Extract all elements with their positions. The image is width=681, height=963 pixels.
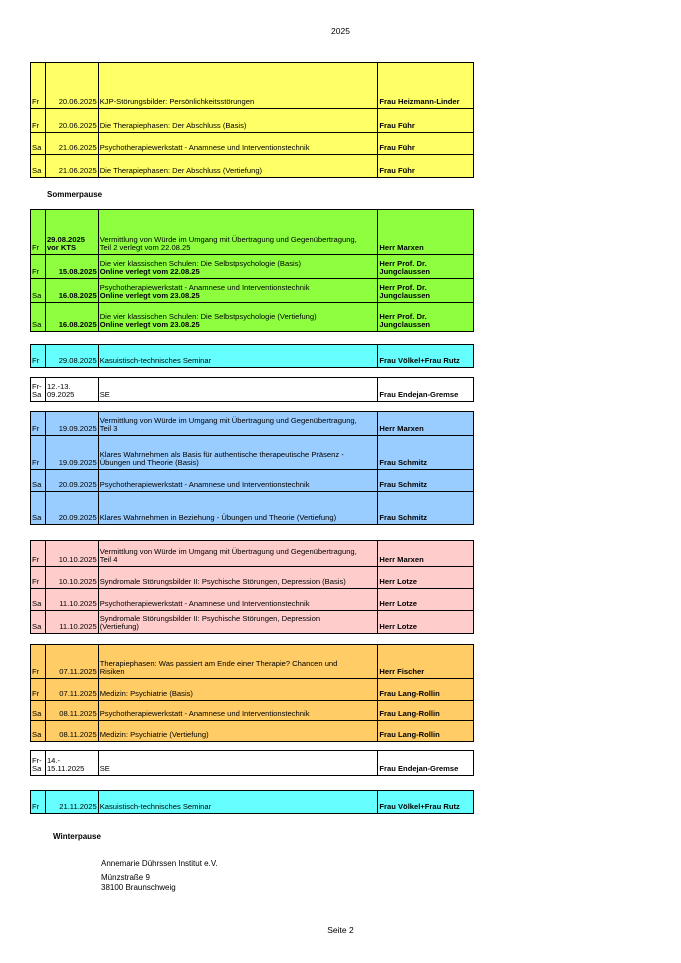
- title-cell: [99, 436, 379, 469]
- title-line: Teil 3: [99, 424, 118, 434]
- street: Münzstraße 9: [101, 873, 150, 882]
- lecturer-cell: [378, 279, 473, 302]
- title-cell: KJP-Störungsbilder: Persönlichkeitsstörungen: [99, 63, 379, 108]
- table-row: [31, 679, 473, 701]
- day-line: Fr-: [32, 755, 42, 765]
- day-cell: Fr: [31, 345, 46, 367]
- table-row: [31, 378, 473, 401]
- page-year: 2025: [331, 26, 350, 36]
- date-cell: [46, 378, 99, 401]
- day-cell: Sa: [31, 303, 46, 331]
- lecturer-line: Jungclaussen: [379, 320, 431, 330]
- date-cell: [46, 751, 99, 775]
- lecturer-cell: [378, 255, 473, 278]
- table-row: [31, 279, 473, 303]
- date-line: 09.2025: [46, 390, 75, 400]
- table-row: [31, 721, 473, 741]
- title-line: Die vier klassischen Schulen: Die Selbstpsychologie (Vertiefung): [99, 311, 317, 321]
- day-cell: Sa: [31, 279, 46, 302]
- city: 38100 Braunschweig: [101, 883, 176, 892]
- title-line: Die vier klassischen Schulen: Die Selbstpsychologie (Basis): [99, 258, 302, 268]
- lecturer-cell: Frau Führ: [379, 143, 415, 153]
- day-cell: Fr: [31, 645, 46, 678]
- date-cell: 07.11.2025: [46, 645, 99, 678]
- title-line: Risiken: [99, 667, 125, 677]
- lecturer-cell: Frau Schmitz: [379, 480, 428, 490]
- table-row: [31, 255, 473, 279]
- table-row: [31, 589, 473, 611]
- day-line: Fr-: [32, 381, 42, 391]
- day-cell: Fr: [31, 679, 46, 700]
- day-cell: Fr: [31, 109, 46, 132]
- title-line: Therapiephasen: Was passiert am Ende einer Therapie? Chancen und: [99, 658, 338, 668]
- page-number: Seite 2: [327, 925, 354, 935]
- title-line: Teil 4: [99, 555, 118, 565]
- table-row: [31, 470, 473, 492]
- schedule-block-november: [30, 644, 474, 742]
- date-cell: 07.11.2025: [46, 679, 99, 700]
- title-line: Klares Wahrnehmen als Basis für authentische therapeutische Präsenz -: [99, 449, 344, 459]
- date-cell: 20.09.2025: [46, 470, 99, 491]
- day-cell: Sa: [31, 611, 46, 633]
- schedule-block-september: [30, 411, 474, 525]
- title-line: Psychotherapiewerkstatt - Anamnese und Interventionstechnik: [99, 282, 310, 292]
- title-cell: Medizin: Psychiatrie (Basis): [99, 679, 379, 700]
- schedule-block-june: [30, 62, 474, 178]
- date-cell: 20.06.2025: [46, 109, 99, 132]
- date-cell: 11.10.2025: [46, 589, 99, 610]
- table-row: [31, 611, 473, 633]
- title-cell: [99, 412, 379, 435]
- table-row: [31, 541, 473, 567]
- title-line: Teil 2 verlegt vom 22.08.25: [99, 243, 191, 253]
- title-cell: [99, 303, 379, 331]
- date-cell: 29.08.2025: [46, 345, 99, 367]
- address-block: [101, 859, 218, 893]
- table-row: [31, 412, 473, 436]
- title-note: Online verlegt vom 23.08.25: [99, 291, 200, 301]
- date-line: 29.08.2025: [46, 234, 85, 244]
- title-cell: Die Therapiephasen: Der Abschluss (Basis): [99, 109, 379, 132]
- day-line: Sa: [32, 764, 42, 774]
- lecturer-cell: Frau Lang-Rollin: [379, 730, 440, 740]
- lecturer-line: Jungclaussen: [379, 291, 431, 301]
- schedule-block-se-november: [30, 750, 474, 776]
- table-row: [31, 155, 473, 177]
- schedule-block-october: [30, 540, 474, 634]
- date-cell: 08.11.2025: [46, 701, 99, 720]
- title-cell: [99, 255, 379, 278]
- title-cell: SE: [99, 751, 379, 775]
- title-cell: [99, 279, 379, 302]
- lecturer-cell: Frau Heizmann-Linder: [379, 97, 460, 107]
- title-note: Online verlegt vom 23.08.25: [99, 320, 200, 330]
- day-cell: Fr: [31, 791, 46, 813]
- title-line: Vermittlung von Würde im Umgang mit Übertragung und Gegenübertragung,: [99, 415, 357, 425]
- day-cell: Fr: [31, 412, 46, 435]
- day-cell: Fr: [31, 541, 46, 566]
- lecturer-line: Jungclaussen: [379, 267, 431, 277]
- lecturer-cell: Frau Führ: [379, 121, 415, 131]
- institute-name: Annemarie Dührssen Institut e.V.: [101, 859, 218, 868]
- table-row: [31, 645, 473, 679]
- title-line: (Vertiefung): [99, 622, 139, 632]
- lecturer-cell: Frau Völkel+Frau Rutz: [379, 802, 460, 812]
- title-cell: Psychotherapiewerkstatt - Anamnese und Interventionstechnik: [99, 470, 379, 491]
- date-note: vor KTS: [46, 243, 77, 253]
- table-row: [31, 492, 473, 524]
- date-line: 15.11.2025: [46, 764, 85, 774]
- lecturer-cell: Frau Schmitz: [379, 458, 428, 468]
- title-line: Vermittlung von Würde im Umgang mit Übertragung und Gegenübertragung,: [99, 234, 357, 244]
- day-cell: [31, 378, 46, 401]
- table-row: [31, 109, 473, 133]
- table-row: [31, 567, 473, 589]
- table-row: [31, 210, 473, 255]
- date-line: 12.-13.: [46, 381, 71, 391]
- date-cell: 20.06.2025: [46, 63, 99, 108]
- day-cell: Sa: [31, 589, 46, 610]
- day-cell: Fr: [31, 567, 46, 588]
- lecturer-cell: Frau Völkel+Frau Rutz: [379, 356, 460, 366]
- lecturer-line: Herr Prof. Dr.: [379, 311, 427, 321]
- title-cell: Psychotherapiewerkstatt - Anamnese und Interventionstechnik: [99, 133, 379, 154]
- lecturer-cell: Herr Lotze: [379, 577, 417, 587]
- winter-break-label: Winterpause: [53, 832, 101, 841]
- date-cell: 15.08.2025: [46, 255, 99, 278]
- title-cell: Medizin: Psychiatrie (Vertiefung): [99, 721, 379, 741]
- date-cell: 10.10.2025: [46, 567, 99, 588]
- day-cell: Fr: [31, 210, 46, 254]
- title-cell: Syndromale Störungsbilder II: Psychische Störungen, Depression (Basis): [99, 567, 379, 588]
- lecturer-cell: Frau Endejan-Gremse: [379, 390, 459, 400]
- title-cell: [99, 541, 379, 566]
- title-cell: Psychotherapiewerkstatt - Anamnese und Interventionstechnik: [99, 701, 379, 720]
- title-cell: [99, 611, 379, 633]
- lecturer-cell: Frau Lang-Rollin: [379, 709, 440, 719]
- date-cell: [46, 210, 99, 254]
- day-line: Sa: [32, 390, 42, 400]
- table-row: [31, 345, 473, 367]
- day-cell: Fr: [31, 63, 46, 108]
- lecturer-cell: Frau Schmitz: [379, 513, 428, 523]
- schedule-block-kts-november: [30, 790, 474, 814]
- lecturer-cell: Herr Lotze: [379, 599, 417, 609]
- summer-break-label: Sommerpause: [47, 190, 103, 199]
- date-line: 14.-: [46, 755, 61, 765]
- table-row: [31, 791, 473, 813]
- title-cell: SE: [99, 378, 379, 401]
- date-cell: 19.09.2025: [46, 436, 99, 469]
- date-cell: 16.08.2025: [46, 279, 99, 302]
- date-cell: 10.10.2025: [46, 541, 99, 566]
- date-cell: 19.09.2025: [46, 412, 99, 435]
- date-cell: 08.11.2025: [46, 721, 99, 741]
- day-cell: Sa: [31, 701, 46, 720]
- lecturer-cell: Frau Lang-Rollin: [379, 689, 440, 699]
- title-line: Vermittlung von Würde im Umgang mit Übertragung und Gegenübertragung,: [99, 546, 357, 556]
- title-note: Online verlegt vom 22.08.25: [99, 267, 200, 277]
- date-cell: 21.06.2025: [46, 133, 99, 154]
- lecturer-cell: Herr Marxen: [379, 555, 424, 565]
- title-line: Syndromale Störungsbilder II: Psychische Störungen, Depression: [99, 613, 321, 623]
- title-cell: [99, 645, 379, 678]
- lecturer-line: Herr Prof. Dr.: [379, 258, 427, 268]
- lecturer-cell: Herr Marxen: [379, 243, 424, 253]
- lecturer-cell: Frau Führ: [379, 166, 415, 176]
- day-cell: Sa: [31, 721, 46, 741]
- date-cell: 21.06.2025: [46, 155, 99, 177]
- title-cell: Kasuistisch-technisches Seminar: [99, 791, 379, 813]
- day-cell: Fr: [31, 255, 46, 278]
- day-cell: [31, 751, 46, 775]
- title-cell: Kasuistisch-technisches Seminar: [99, 345, 379, 367]
- date-cell: 21.11.2025: [46, 791, 99, 813]
- schedule-block-se-september: [30, 377, 474, 402]
- day-cell: Fr: [31, 436, 46, 469]
- date-cell: 11.10.2025: [46, 611, 99, 633]
- date-cell: 20.09.2025: [46, 492, 99, 524]
- table-row: [31, 133, 473, 155]
- lecturer-cell: Herr Fischer: [379, 667, 425, 677]
- lecturer-cell: Frau Endejan-Gremse: [379, 764, 459, 774]
- table-row: [31, 701, 473, 721]
- day-cell: Sa: [31, 133, 46, 154]
- date-cell: 16.08.2025: [46, 303, 99, 331]
- table-row: [31, 303, 473, 331]
- title-cell: Psychotherapiewerkstatt - Anamnese und Interventionstechnik: [99, 589, 379, 610]
- lecturer-cell: Herr Lotze: [379, 622, 417, 632]
- day-cell: Sa: [31, 155, 46, 177]
- title-cell: Klares Wahrnehmen in Beziehung - Übungen und Theorie (Vertiefung): [99, 492, 379, 524]
- title-line: Übungen und Theorie (Basis): [99, 458, 199, 468]
- lecturer-line: Herr Prof. Dr.: [379, 282, 427, 292]
- day-cell: Sa: [31, 492, 46, 524]
- title-cell: [99, 210, 379, 254]
- lecturer-cell: Herr Marxen: [379, 424, 424, 434]
- title-cell: Die Therapiephasen: Der Abschluss (Vertiefung): [99, 155, 379, 177]
- table-row: [31, 751, 473, 775]
- table-row: [31, 436, 473, 470]
- schedule-block-kts-august: [30, 344, 474, 368]
- schedule-block-august: [30, 209, 474, 332]
- table-row: [31, 63, 473, 109]
- lecturer-cell: [378, 303, 473, 331]
- day-cell: Sa: [31, 470, 46, 491]
